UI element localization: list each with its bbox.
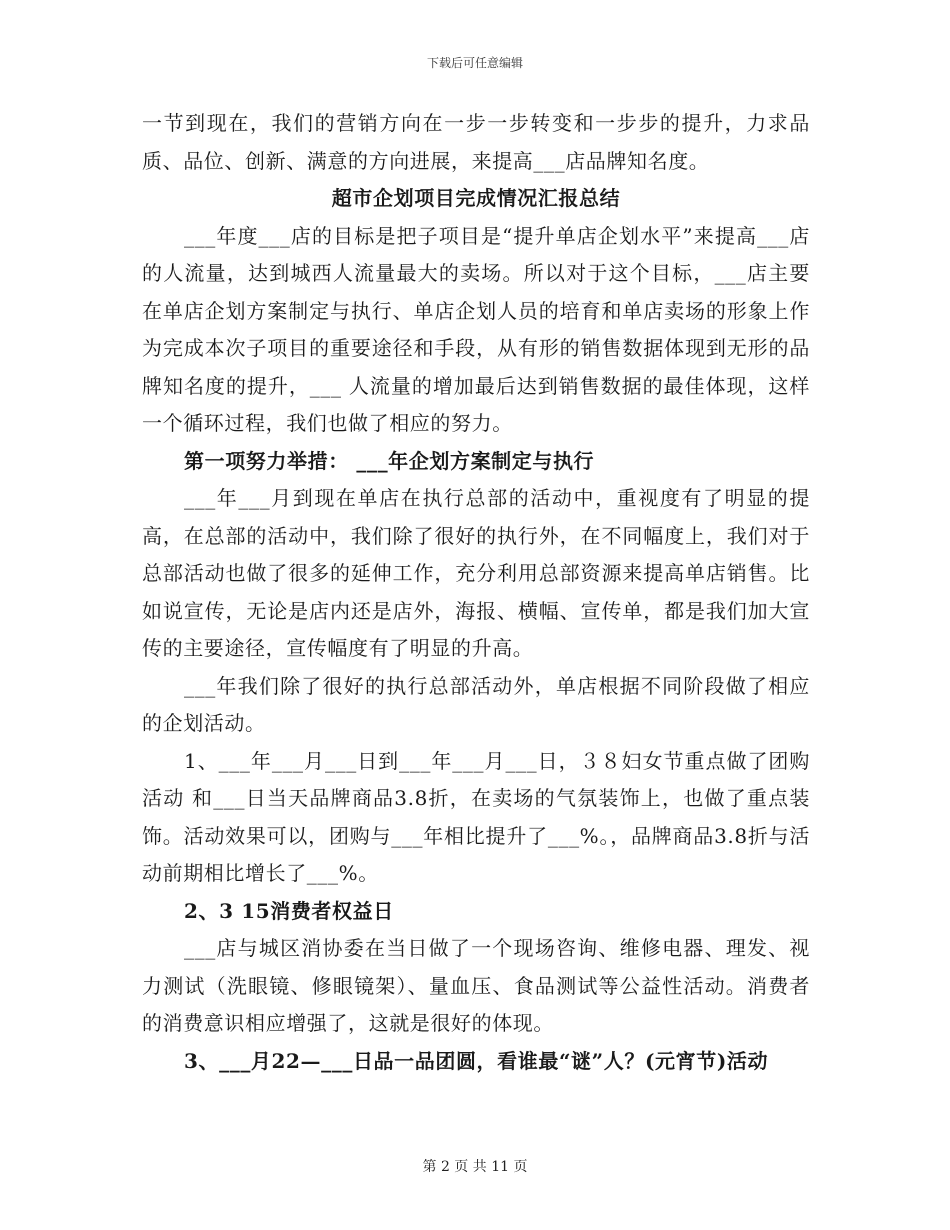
heading-lantern-festival: 3、___月22—___日品一品团圆，看谁最“谜”人？(元宵节)活动 [184, 1048, 769, 1073]
paragraph-execution: ___年___月到现在单店在执行总部的活动中，重视度有了明显的提高，在总部的活动中，我们除了很好的执行外，在不同幅度上，我们对于总部活动也做了很多的延伸工作，充分利用总部资源来提高单店销售。比如说宣传，无论是店内还是店外，海报、横幅、宣传单，都是我们加大宣传的主要途径，宣传幅度有了明显的升高。 [142, 486, 810, 660]
page-header: 下载后可任意编辑 [426, 56, 523, 70]
paragraph-intro: 一节到现在，我们的营销方向在一步一步转变和一步步的提升，力求品质、品位、创新、满意的方向进展，来提高___店品牌知名度。 [142, 111, 810, 173]
heading-consumer-day: 2、3 15消费者权益日 [184, 898, 394, 923]
page-footer: 第 2 页 共 11 页 [422, 1159, 528, 1175]
document-body [142, 105, 810, 1080]
paragraph-goal: ___年度___店的目标是把子项目是“提升单店企划水平”来提高___店的人流量，达到城西人流量最大的卖场。所以对于这个目标，___店主要在单店企划方案制定与执行、单店企划人员的培育和单店卖场的形象上作为完成本次子项目的重要途径和手段，从有形的销售数据体现到无形的品牌知名度的提升，___ 人流量的增加最后达到销售数据的最佳体现，这样一个循环过程，我们也做了相应的努力。 [142, 223, 810, 435]
paragraph-consumer-day: ___店与城区消协委在当日做了一个现场咨询、维修电器、理发、视力测试（洗眼镜、修眼镜架）、量血压、食品测试等公益性活动。消费者的消费意识相应增强了，这就是很好的体现。 [142, 936, 810, 1035]
heading-measure-1: 第一项努力举措： ___年企划方案制定与执行 [184, 448, 595, 473]
section-title: 超市企划项目完成情况汇报总结 [331, 186, 621, 210]
paragraph-activities: ___年我们除了很好的执行总部活动外，单店根据不同阶段做了相应的企划活动。 [142, 673, 810, 735]
paragraph-womens-day: 1、___年___月___日到___年___月___日，３８妇女节重点做了团购活动 和___日当天品牌商品3.8折，在卖场的气氛装饰上，也做了重点装饰。活动效果可以，团购与___年相比提升了___%。，品牌商品3.8折与活动前期相比增长了___%。 [142, 748, 810, 885]
